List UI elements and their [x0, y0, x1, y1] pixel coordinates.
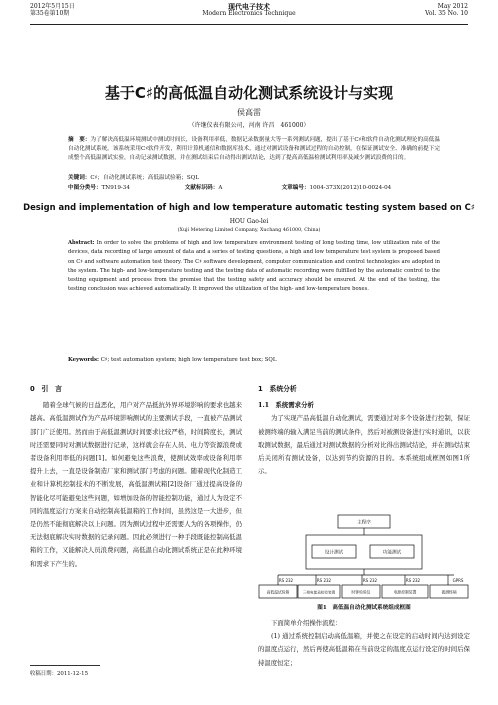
chamber-label: 高低温试验箱: [266, 589, 290, 595]
abstract-en-label: Abstract:: [68, 240, 95, 246]
header-date: 2012年5月15日: [30, 3, 75, 10]
meter-label: 三相电能表检验装置: [302, 590, 336, 595]
header-rule: [30, 24, 468, 25]
abstract-cn-text: 为了解决高低温环境测试中测试时间长，设备利用率低，数据记录数据量大等一系列测试问题，提出了基于C♯和软件自动化测试理论的高低温自动化测试系统。该系统采用C♯软件开发，利用计算机通信和数据库技术，通过对测试设备和测试过程的自动控制，在保证测试安全、准确的前提下完成整个高低温测试实验，自动记录测试数据，并在测试结束后自动得出测试结论，达到了提高高低温检测试利用率及减少测试浪费的目的。: [68, 137, 440, 161]
bus-label-2: RS 232: [316, 578, 332, 583]
paper-author: 侯高雷: [237, 108, 261, 117]
header-volume-en: Vol. 35 No. 10: [425, 10, 468, 17]
main-program-label: 主程序: [357, 520, 371, 526]
abstract-en-text: In order to solve the problems of high and low temperature environment testing of long testing time, low utilization rate of the devices, data recording of large amount of data and a series of testing questions, a high and low temperature test system is proposed based on C♯ and software automation test theory. The C♯ software development, computer communication and control technologies are adopted in the system. The high- and low-temperature testing and the testing data of automatic recording were fulfilled by the automatic control to the testing equipment and process from the premise that the testing safety and accuracy should be ensured. At the end of the testing, the testing conclusion was achieved automatically. It improved the utilization of the high- and low-temperature boxes.: [68, 240, 440, 293]
paper-affiliation-en: (Xuji Metering Limited Company, Xuchang 461000, China): [177, 228, 321, 233]
clc-value: TN919-34: [101, 185, 130, 191]
journal-title-cn: 现代电子技术: [228, 2, 270, 11]
paper-title: 基于C♯的高低温自动化测试系统设计与实现: [104, 84, 394, 102]
subsection-heading-requirements: 1.1 系统需求分析: [258, 401, 314, 410]
bus-label-1: RS 232: [278, 578, 294, 583]
figure-1: [258, 511, 470, 615]
footnote-rule: [30, 665, 100, 666]
keywords-cn-text: C♯；自动化测试系统；高低温试验箱；SQL: [90, 175, 200, 181]
bus-label-4: RS 232: [405, 578, 421, 583]
header-volume: 第35卷第10期: [30, 10, 70, 17]
right-column: [258, 383, 470, 478]
program-frame: [306, 535, 422, 569]
procedure-intro: 下面简单介绍操作流程：: [271, 619, 342, 627]
paper-title-en: Design and implementation of high and low temperature automatic testing system based on C♯: [23, 202, 475, 212]
header-center: [30, 3, 468, 17]
figure-1-caption: 图1 高低温自动化测试系统组成框图: [317, 605, 411, 611]
abstract-cn: [68, 136, 440, 163]
doc-code-value: A: [218, 185, 223, 191]
journal-title-en: Modern Electronics Technique: [202, 10, 296, 17]
bus-label-5: GPRS: [452, 578, 464, 583]
keywords-en-label: Keywords:: [68, 357, 99, 363]
design-test-label: 设计测试: [324, 550, 344, 556]
abstract-cn-label: 摘 要：: [68, 137, 91, 143]
article-number-label: 文章编号：: [281, 185, 310, 191]
doc-code-label: 文献标识码：: [184, 185, 219, 191]
header-date-en: May 2012: [437, 3, 468, 10]
classification-line: [68, 184, 440, 193]
section-heading-intro: 0 引 言: [30, 385, 62, 393]
received-date: 收稿日期：2011-12-15: [30, 671, 89, 677]
intro-paragraph: 随着全球气候的日益恶化，用户对产品抵抗外界环境影响的要求也越来越高。高低温测试作为产品环境影响测试的主要测试手段，一直被产品测试部门广泛使用。然而由于高低温测试时间要求比较严格，时间跨度长，测试时还需要同时对测试数据进行记录，这样就会存在人员、电力等资源浪费或者设备利用率低的问题[1]。如何避免这些浪费，使测试效率或设备利用率提升上去，一直是设备制造厂家和测试部门考虑的问题。随着现代化制造工业和计算机控制技术的不断发展，高低温测试箱[2]设备厂通过提高设备的智能化尽可能避免这些问题，如增加设备的智能控制功能，通过人为设定不同的温度运行方案来自动控制高低温箱的工作时间，虽然这是一大进步，但是仍然不能彻底解决以上问题。因为测试过程中还需要人为的各项操作，仍无法彻底解决实时数据的记录问题。因此必须进行一种手段既能控制高低温箱的工作，又能解决人员浪费问题，高低温自动化测试系统正是在此种环境和需求下产生的。: [30, 401, 242, 568]
page-header: [30, 3, 468, 25]
keywords-en: [68, 356, 440, 365]
paper-author-en: HOU Gao-lei: [229, 218, 269, 225]
keywords-cn-label: 关键词：: [68, 175, 91, 181]
paper-affiliation: （许继仪表有限公司，河南 许昌 461000）: [188, 122, 310, 129]
article-number-value: 1004-373X(2012)10-0024-04: [309, 185, 392, 191]
clc-label: 中图分类号：: [68, 185, 102, 191]
keywords-en-text: C♯; test automation system; high low temperature test box; SQL: [100, 357, 277, 363]
requirements-paragraph: 为了实现产品高低温自动化测试，需要通过对多个设备进行控制，保证被测终端的输入满足当前的测试条件，然后对被测设备进行实时通讯，以获取测试数据，最后通过对测试数据的分析对比得出测试结论，并在测试结束后关闭所有测试设备，以达到节约资源的目的。本系统组成框图如图1所示。: [258, 414, 470, 476]
left-column: [30, 383, 242, 571]
abstract-en: [68, 239, 440, 295]
procedure-step-1: (1) 通过系统控制启动高低温箱，并使之在设定的启动时间内达到设定的温度点运行，然后再使高低温箱在当前设定的温度点运行设定的时间后保持温度恒定；: [258, 632, 470, 667]
terminal-label: 被测终端: [441, 589, 457, 595]
clock-label: 时钟检验仪: [351, 589, 371, 595]
block-diagram: [258, 511, 470, 603]
bus-label-3: RS 232: [362, 578, 378, 583]
keywords-cn: [68, 174, 440, 183]
power-label: 电源控制装置: [393, 589, 417, 595]
function-test-label: 功能测试: [382, 550, 402, 556]
header-right: [425, 3, 468, 17]
procedure-text: [258, 617, 470, 670]
section-heading-analysis: 1 系统分析: [258, 385, 297, 393]
